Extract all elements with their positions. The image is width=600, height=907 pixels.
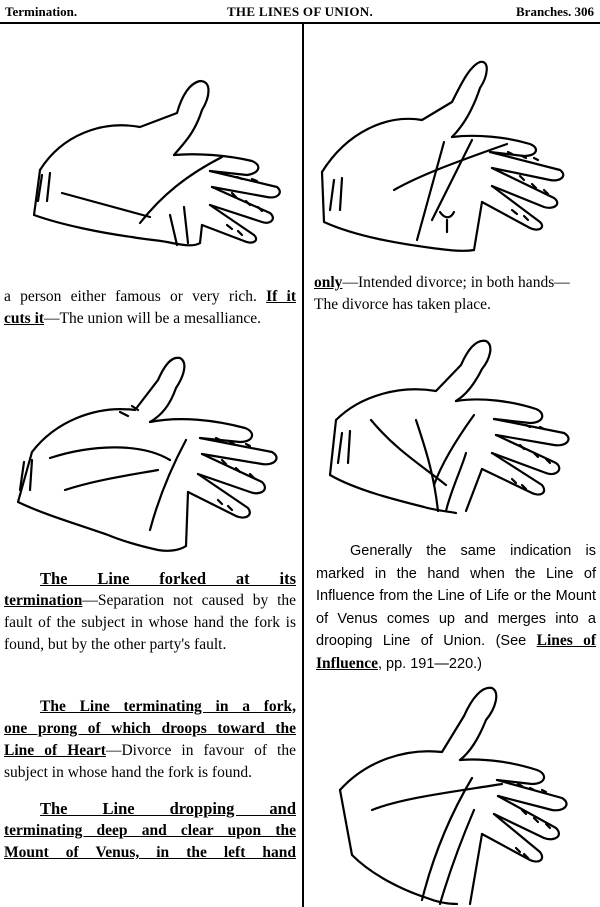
right-paragraph-1: [314, 272, 598, 316]
hand-figure-5: [312, 680, 580, 905]
right-p2-text-1: Generally the same indication is marked in the hand when the Line of Influence from the Line of Life or the Mount of Venus comes up and merges into a drooping Line of Union. (See: [316, 543, 596, 649]
right-p2-text-2: , pp. 191—220.): [378, 655, 482, 672]
right-p1-text-1: —Intended divorce; in both hands—: [342, 274, 570, 291]
right-p1-bold: only: [314, 274, 343, 291]
hand-figure-1: [22, 75, 287, 260]
right-paragraph-2: [316, 540, 596, 675]
left-p4-heading-1: The Line dropping and: [40, 799, 296, 818]
left-p1-line1-text: a person either famous or very rich.: [4, 288, 267, 305]
left-p1-line2-bold: cuts it: [4, 310, 45, 327]
left-p2-body-1: —Separation not caused by: [82, 592, 269, 609]
left-paragraph-2: [4, 568, 296, 656]
left-p2-heading-1: The Line forked at its: [40, 569, 296, 588]
left-p4-heading-2: terminating deep and clear upon the: [4, 822, 296, 839]
running-title: THE LINES OF UNION.: [226, 4, 374, 19]
column-divider: [302, 22, 304, 907]
hand-figure-4: [316, 335, 580, 535]
left-p3-heading-3: Line of Heart: [4, 742, 106, 759]
left-p1-line2-text: —The union will be a mesalliance.: [44, 310, 261, 327]
right-p1-text-2: The divorce has taken place.: [314, 296, 491, 313]
left-p3-body: —Divorce in favour of the subject in whose hand the fork is found.: [4, 742, 296, 781]
left-paragraph-1: [4, 286, 296, 330]
left-p3-heading-1: The Line terminating in a fork,: [40, 698, 296, 715]
hand-figure-3: [10, 350, 288, 560]
left-p2-body-2: the fault of the subject in whose hand the fork is found, but by the other party's fault.: [4, 592, 296, 653]
left-p2-heading-2: termination: [4, 592, 83, 609]
left-p3-heading-2: one prong of which droops toward the: [4, 720, 296, 737]
header-rule: [0, 22, 600, 24]
lines-of-influence-reference: Lines of Influence: [316, 632, 596, 672]
left-paragraph-4: [4, 798, 296, 864]
left-paragraph-3: [4, 696, 296, 784]
left-p1-line1-bold: If it: [266, 288, 296, 305]
header-left: Termination.: [5, 4, 78, 19]
left-p4-heading-3: Mount of Venus, in the left hand: [4, 844, 296, 861]
header-right-page-number: Branches. 306: [516, 4, 594, 19]
hand-figure-2: [312, 52, 580, 264]
